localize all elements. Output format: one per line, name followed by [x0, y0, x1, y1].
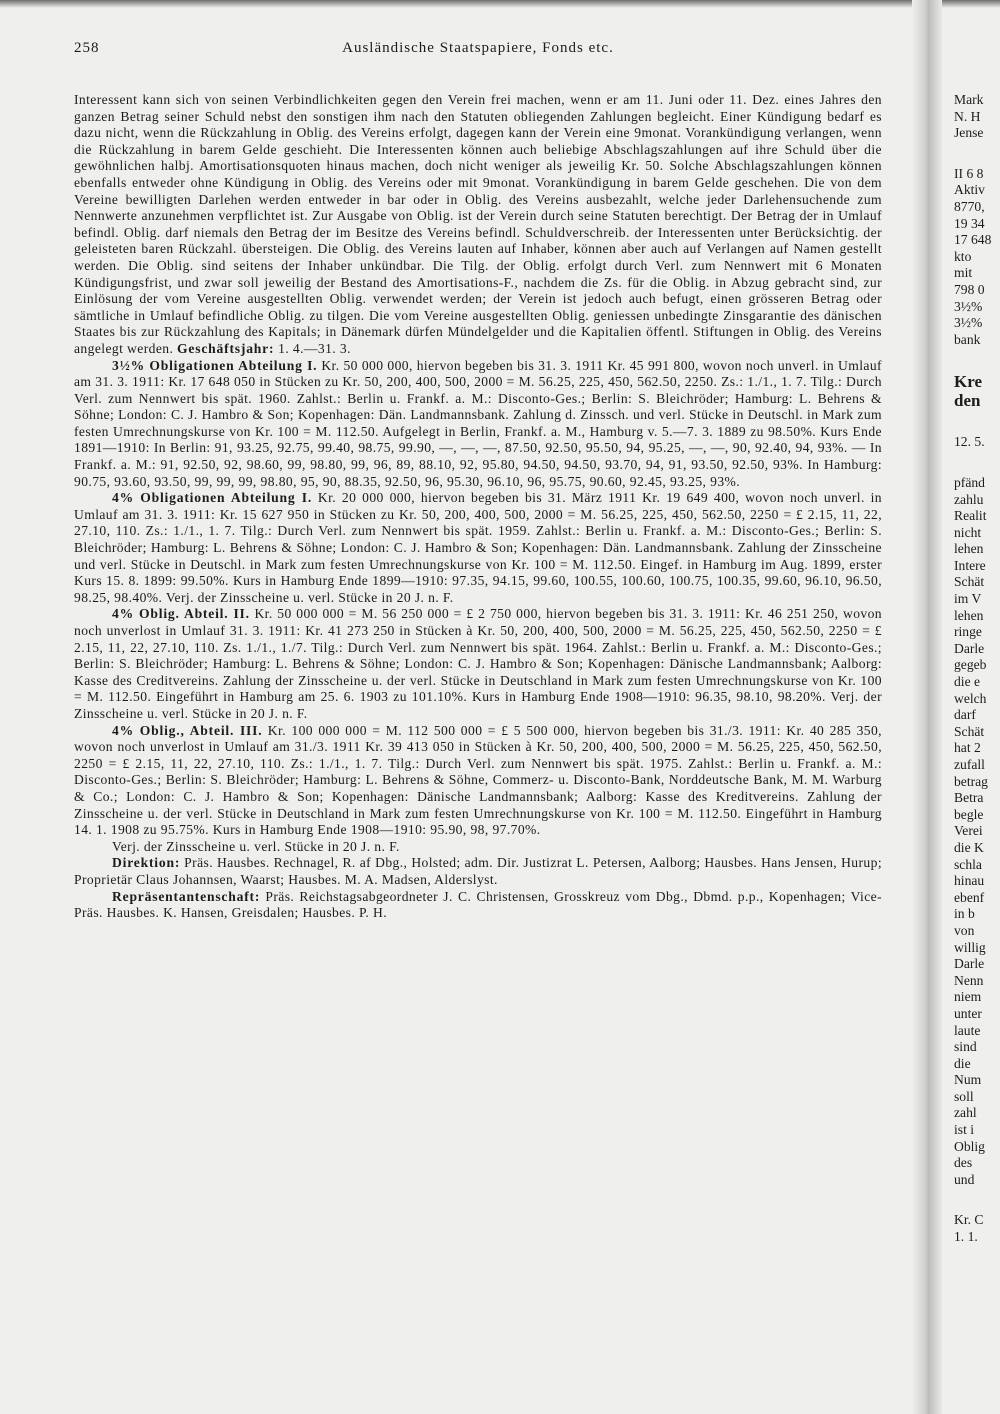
adjacent-line-fragment: die K [954, 839, 984, 855]
adjacent-line-fragment: ebenf [954, 889, 985, 905]
paragraph-text: Verj. der Zinsscheine u. verl. Stücke in 20 J. n. F. [112, 838, 400, 854]
section-heading: 4% Oblig., Abteil. III. [112, 722, 263, 738]
adjacent-line-fragment: niem [954, 989, 982, 1005]
adjacent-line-fragment: die [954, 1055, 971, 1071]
adjacent-line-fragment: darf [954, 707, 976, 723]
adjacent-line-fragment: 12. 5. [954, 434, 985, 450]
paragraph-p1 [74, 92, 882, 358]
adjacent-line-fragment: Mark [954, 92, 984, 107]
adjacent-line-fragment: Schät [954, 723, 985, 739]
paragraph-text: Kr. 50 000 000 = M. 56 250 000 = £ 2 750 000, hiervon begeben bis 31. 3. 1911: Kr. 46 251 250, wovon noch unverlost in Umlauf 31. 3. 1911: Kr. 41 273 250 in Stücken à Kr. 50, 200, 400, 500, 2000 = M. 56.25, 225, 450, 562.50, 2250 = £ 2.15, 11, 22, 27.10, 110. Zs. 1./1., 1./7. Tilg.: Durch Verl. zum Nennwert bis spät. 1964. Zahlst.: Berlin u. Frankf. a. M.: Disconto-Ges.; Berlin: S. Bleichröder; Hamburg: L. Behrens & Söhne; London: C. J. Hambro & Son; Kopenhagen: Dänische Landmannsbank; Aalborg: Kasse des Creditvereins. Zahlung der Zinsscheine u. der verl. Stücke in Deutschland in Mark zum festen Umrechnungskurse von Kr. 100 = M. 112.50. Eingeführt in Hamburg am 25. 6. 1903 zu 101.10%. Kurs in Hamburg Ende 1908—1910: 96.35, 98.10, 98.20%. Verj. der Zinsscheine u. verl. Stücke in 20 J. n. F. [74, 606, 882, 721]
section-heading: Geschäftsjahr: [177, 340, 275, 356]
adjacent-line-fragment: laute [954, 1022, 981, 1038]
fragment-gap [954, 451, 1000, 475]
adjacent-line-fragment: gegeb [954, 657, 987, 673]
adjacent-line-fragment: schla [954, 856, 982, 872]
adjacent-line-fragment: Nenn [954, 972, 984, 988]
adjacent-line-fragment: hat 2 [954, 740, 981, 756]
adjacent-line-fragment: und [954, 1171, 975, 1187]
book-gutter [912, 0, 942, 1414]
adjacent-line-fragment: mit [954, 265, 973, 281]
adjacent-heading-fragment: Kre [954, 372, 983, 392]
adjacent-line-fragment: 8770, [954, 198, 985, 214]
adjacent-line-fragment: Darle [954, 640, 985, 656]
adjacent-line-fragment: die e [954, 674, 981, 690]
paragraph-p2 [74, 358, 882, 491]
adjacent-line-fragment: nicht [954, 524, 982, 540]
adjacent-line-fragment: im V [954, 591, 982, 607]
adjacent-line-fragment: Intere [954, 557, 986, 573]
page-header [74, 40, 882, 66]
adjacent-page-column [954, 92, 1000, 1246]
adjacent-line-fragment: 3½% [954, 298, 983, 314]
paragraph-p7 [74, 855, 882, 888]
adjacent-line-fragment: in b [954, 906, 975, 922]
adjacent-line-fragment: pfänd [954, 474, 985, 490]
adjacent-line-fragment: Schät [954, 574, 985, 590]
adjacent-line-fragment: kto [954, 248, 972, 264]
adjacent-line-fragment: Num [954, 1072, 982, 1088]
adjacent-line-fragment: 1. 1. [954, 1229, 978, 1245]
paragraph-text: Präs. Reichstagsabgeordneter J. C. Christensen, Grosskreuz vom Dbg., Dbmd. p.p., Kopenhagen; Vice-Präs. Hausbes. K. Hansen, Greisdalen; Hausbes. P. H. [74, 888, 882, 921]
adjacent-heading-fragment: den [954, 391, 981, 411]
adjacent-line-fragment: von [954, 922, 975, 938]
main-column [74, 40, 882, 922]
paragraph-text: Präs. Hausbes. Rechnagel, R. af Dbg., Holsted; adm. Dir. Justizrat L. Petersen, Aalborg; Hausbes. Hans Jensen, Hurup; Proprietär Claus Johannsen, Waarst; Hausbes. M. A. Madsen, Alderslyst. [74, 855, 882, 887]
page-number: 258 [74, 40, 100, 56]
paragraph-text: Kr. 20 000 000, hiervon begeben bis 31. März 1911 Kr. 19 649 400, wovon noch unverl. in Umlauf am 31. 3. 1911: Kr. 15 627 950 in Stücken zu Kr. 50, 200, 400, 500, 2000 = M. 56.25, 225, 450, 562.50, 2250 = £ 2.15, 11, 22, 27.10, 110. Zs.: 1./1., 1. 7. Tilg.: Durch Verl. zum Nennwert bis spät. 1959. Zahlst.: Berlin u. Frankf. a. M.: Disconto-Ges.; Berlin: S. Bleichröder; Hamburg: L. Behrens & Söhne; London: C. J. Hambro & Son; Kopenhagen: Dän. Landmannsbank. Zahlung der Zinsscheine und verl. Stücke in Deutschl. in Mark zum festen Umrechnungskurse von Kr. 100 = M. 112.50. Eingef. in Hamburg im Aug. 1899, erster Kurs 15. 8. 1899: 99.50%. Kurs in Hamburg Ende 1899—1910: 97.35, 94.15, 99.60, 100.55, 100.60, 100.75, 100.35, 99.60, 96.10, 96.50, 98.25, 98.40%. Verj. der Zinsscheine u. verl. Stücke in 20 J. n. F. [74, 490, 882, 605]
section-heading: 4% Obligationen Abteilung I. [112, 490, 313, 506]
adjacent-line-fragment: unter [954, 1005, 982, 1021]
paragraph-text: 1. 4.—31. 3. [274, 340, 351, 356]
running-title: Ausländische Staatspapiere, Fonds etc. [342, 40, 614, 56]
adjacent-line-fragment: 19 34 [954, 215, 985, 231]
paragraph-p3 [74, 490, 882, 606]
adjacent-line-fragment: N. H [954, 108, 981, 124]
adjacent-line-fragment: willig [954, 939, 986, 955]
adjacent-line-fragment: Realit [954, 508, 987, 524]
adjacent-line-fragment: zufall [954, 757, 985, 772]
adjacent-line-fragment: Betra [954, 790, 984, 806]
section-heading: Direktion: [112, 855, 181, 871]
fragment-gap [954, 142, 1000, 166]
fragment-gap [954, 1188, 1000, 1212]
body-text [74, 92, 882, 922]
fragment-gap [954, 348, 1000, 372]
adjacent-line-fragment: zahlu [954, 491, 984, 507]
adjacent-line-fragment: zahl [954, 1105, 977, 1121]
section-heading: Repräsentantenschaft: [112, 888, 261, 904]
adjacent-line-fragment: betrag [954, 773, 988, 789]
paragraph-p6 [74, 839, 882, 856]
adjacent-line-fragment: ringe [954, 624, 982, 640]
adjacent-line-fragment: hinau [954, 873, 985, 889]
adjacent-line-fragment: lehen [954, 607, 984, 623]
adjacent-line-fragment: II 6 8 [954, 165, 984, 181]
fragment-gap [954, 410, 1000, 434]
adjacent-line-fragment: begle [954, 806, 984, 822]
adjacent-line-fragment: Kr. C [954, 1212, 984, 1228]
paragraph-p5 [74, 723, 882, 839]
adjacent-line-fragment: 17 648 [954, 232, 992, 248]
section-heading: 3½% Obligationen Abteilung I. [112, 357, 318, 373]
paragraph-text: Kr. 100 000 000 = M. 112 500 000 = £ 5 500 000, hiervon begeben bis 31./3. 1911: Kr. 40 285 350, wovon noch unverlost in Umlauf am 31./3. 1911 Kr. 39 413 050 in Stücken à Kr. 50, 200, 400, 500, 2000 = M. 56.25, 225, 450, 562.50, 2250 = £ 2.15, 11, 22, 27.10, 110. Zs.: 1./1., 1. 7. Tilg.: Durch Verl. zum Nennwert bis spät. 1975. Zahlst.: Berlin u. Frankf. a. M.: Disconto-Ges.; Berlin: S. Bleichröder; Hamburg: L. Behrens & Söhne, Commerz- u. Disconto-Bank, Norddeutsche Bank, M. M. Warburg & Co.; London: C. J. Hambro & Son; Kopenhagen: Dänische Landmannsbank; Aalborg: Kasse des Kreditvereins. Zahlung der Zinsscheine u. der verl. Stücke in Deutschland in Mark zum festen Umrechnungskurse von Kr. 100 = M. 112.50. Eingeführt in Hamburg 14. 1. 1908 zu 95.75%. Kurs in Hamburg Ende 1908—1910: 95.90, 98, 97.70%. [74, 722, 882, 838]
paragraph-text: Kr. 50 000 000, hiervon begeben bis 31. 3. 1911 Kr. 45 991 800, wovon noch unverl. in Umlauf am 31. 3. 1911: Kr. 17 648 050 in Stücken zu Kr. 50, 200, 400, 500, 2000 = M. 56.25, 225, 450, 562.50, 2250. Zs.: 1./1., 1. 7. Tilg.: Durch Verl. zum Nennwert bis spät. 1960. Zahlst.: Berlin u. Frankf. a. M.: Disconto-Ges.; Berlin: S. Bleichröder; Hamburg: L. Behrens & Söhne; London: C. J. Hambro & Son; Kopenhagen: Dän. Landmannsbank. Zahlung d. Zinssch. und verl. Stücke in Deutschl. in Mark zum festen Umrechnungskurse von Kr. 100 = M. 112.50. Aufgelegt in Berlin, Frankf. a. M., Hamburg v. 5.—7. 3. 1889 zu 98.50%. Kurs Ende 1891—1910: In Berlin: 91, 93.25, 92.75, 99.40, 98.75, 99.90, —, —, —, 87.50, 92.50, 95.50, 94, 95.25, —, —, 90, 92.40, 94, 93%. — In Frankf. a. M.: 91, 92.50, 92, 98.60, 99, 98.80, 99, 96, 89, 88.10, 92, 95.80, 94.50, 94.50, 93.70, 94, 91, 93.50, 92.50, 93%. In Hamburg: 90.75, 93.60, 93.50, 99, 99, 99, 98.80, 95, 90, 88.35, 92.50, 96, 95.30, 96.10, 96, 95.75, 90.60, 92.45, 93.25, 93%. [74, 357, 882, 489]
adjacent-line-fragment: ist i [954, 1122, 975, 1138]
adjacent-line-fragment: Oblig [954, 1138, 985, 1154]
paragraph-p8 [74, 889, 882, 922]
adjacent-line-fragment: bank [954, 331, 981, 347]
adjacent-line-fragment: soll [954, 1088, 974, 1104]
page-top-shadow [0, 0, 1000, 8]
adjacent-line-fragment: des [954, 1155, 973, 1171]
adjacent-line-fragment: Verei [954, 823, 983, 839]
adjacent-line-fragment: Aktiv [954, 182, 985, 198]
adjacent-line-fragment: 3½% [954, 315, 983, 331]
paragraph-text: Interessent kann sich von seinen Verbindlichkeiten gegen den Verein frei machen, wenn er am 11. Juni oder 11. Dez. eines Jahres den ganzen Betrag seiner Schuld nebst den sonstigen ihm nach den Statuten obliegenden Zahlungen begleicht. Einer Kündigung bedarf es dazu nicht, wenn die Rückzahlung in Oblig. des Vereins erfolgt, dagegen kann der Verein eine 9monat. Vorankündigung verlangen, wenn die Rückzahlung in barem Gelde geschieht. Die Interessenten können auch beliebige Abschlagszahlungen auf ihre Schuld über die gewöhnlichen halbj. Amortisationsquoten hinaus machen, doch nicht weniger als jeweilig Kr. 50. Solche Abschlagszahlungen können ebenfalls entweder ohne Kündigung in Oblig. des Vereins oder mit 9monat. Vorankündigung in barem Gelde geschehen. Die von dem Vereine bewilligten Darlehen werden entweder in bar oder in Oblig. des Vereins ausbezahlt, welche jeder Darlehensuchende zum Nennwerte anzunehmen verpflichtet ist. Zur Ausgabe von Oblig. ist der Verein durch seine Statuten berechtigt. Der Betrag der in Umlauf befindl. Oblig. darf niemals den Betrag der im Besitze des Vereins befindl. Schuldverschreib. der Interessenten unter Berücksichtig. der geleisteten baren Rückzahl. übersteigen. Die Oblig. des Vereins lauten auf Inhaber, können aber auch auf Verlangen auf Namen gestellt werden. Die Oblig. sind seitens der Inhaber unkündbar. Die Tilg. der Oblig. erfolgt durch Verl. zum Nennwert mit 6 Monaten Kündigungsfrist, und zwar soll jeweilig der Bestand des Amortisations-F., nachdem die Zs. für die Oblig. in Abzug gebracht sind, zur Einlösung der vom Vereine ausgestellten Oblig. verwendet werden; der Verein ist jedoch auch befugt, einen grösseren Betrag oder sämtliche in Umlauf befindliche Oblig. zu tilgen. Die vom Vereine ausgestellten Oblig. geniessen unbedingte Zinsgarantie des dänischen Staates bis zur Rückzahlung des Kapitals; in Dänemark dürfen Mündelgelder und die Kapitalien öffentl. Stiftungen in Oblig. des Vereins angelegt werden. [74, 92, 882, 356]
adjacent-line-fragment: Darle [954, 956, 985, 972]
adjacent-line-fragment: lehen [954, 541, 984, 557]
adjacent-line-fragment: Jense [954, 125, 984, 141]
paragraph-p4 [74, 606, 882, 722]
adjacent-line-fragment: 798 0 [954, 281, 985, 297]
section-heading: 4% Oblig. Abteil. II. [112, 606, 250, 622]
adjacent-line-fragment: welch [954, 690, 987, 706]
adjacent-line-fragment: sind [954, 1039, 977, 1055]
